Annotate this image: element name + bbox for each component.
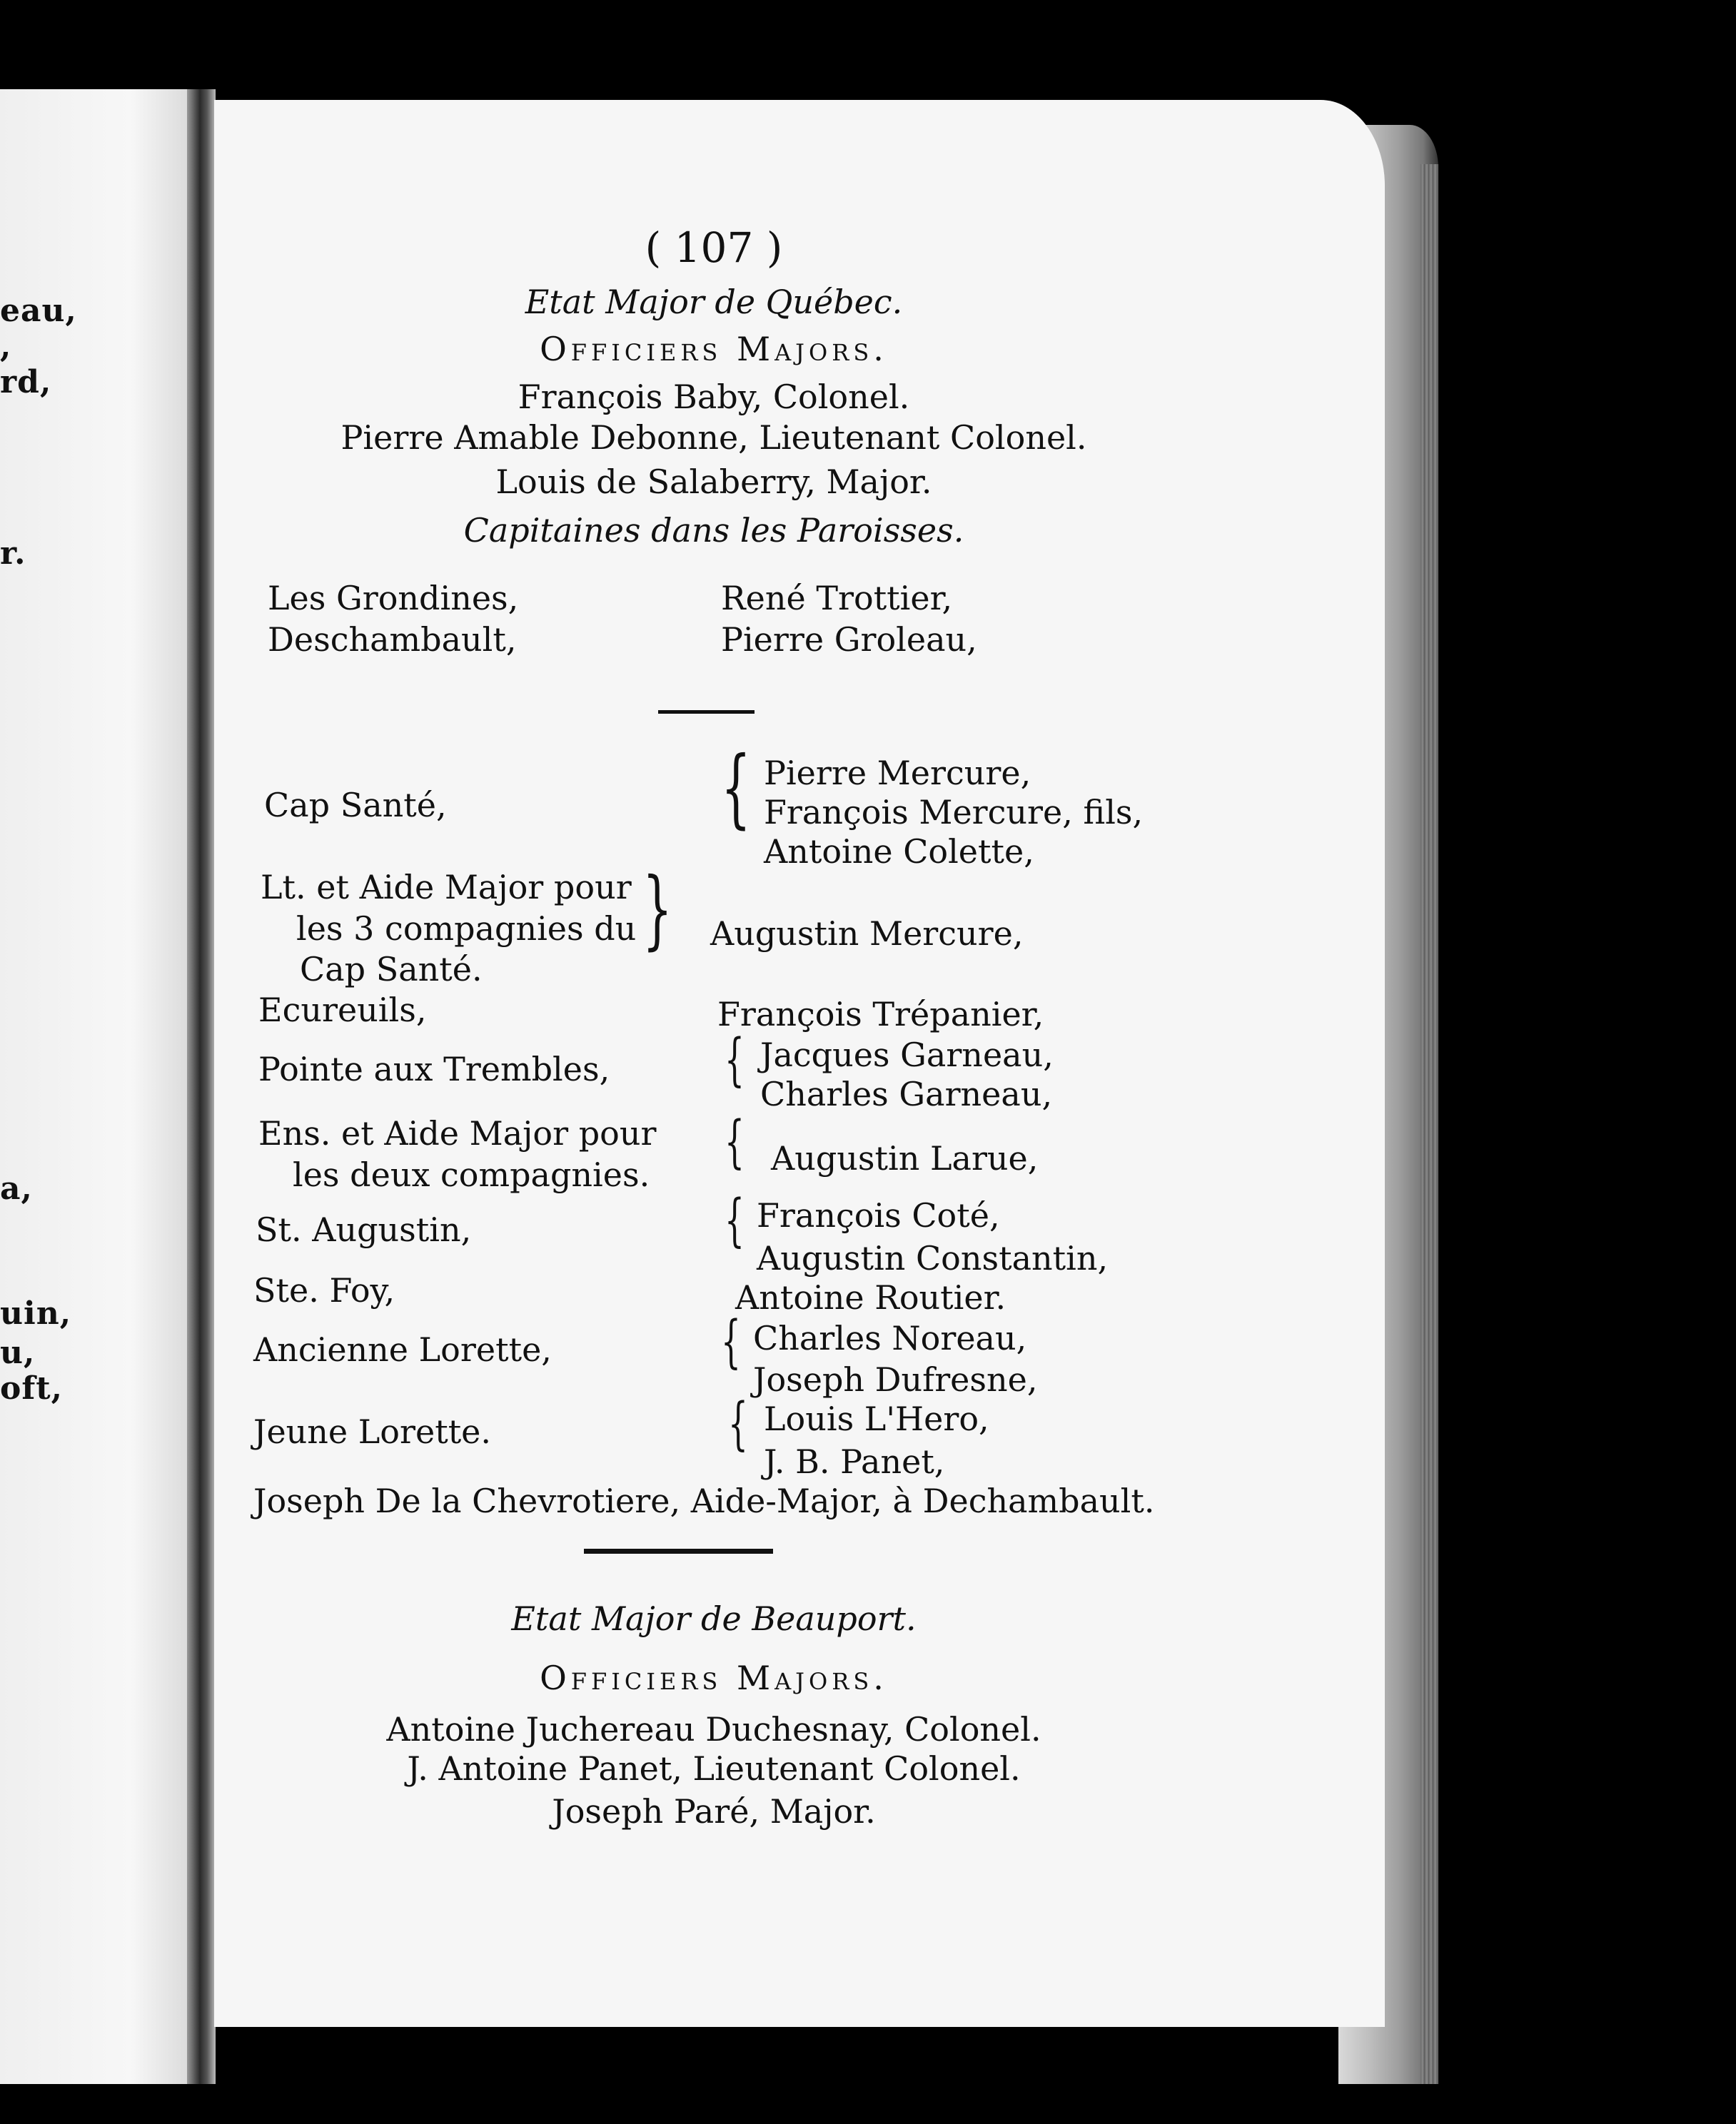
place-name: Ste. Foy,	[253, 1271, 395, 1310]
left-fragment: u,	[0, 1335, 36, 1371]
left-fragment: ,	[0, 328, 12, 365]
captain-name: Antoine Colette,	[764, 832, 1034, 871]
place-name-line: Cap Santé.	[300, 950, 483, 988]
page-edge-stack	[1420, 164, 1438, 2084]
left-page	[0, 89, 187, 2084]
captain-name: Jacques Garneau,	[760, 1036, 1054, 1074]
parishes-heading: Capitaines dans les Paroisses.	[463, 511, 964, 550]
brace: {	[728, 1390, 748, 1457]
book-gutter	[187, 89, 216, 2084]
beauport-officer: J. Antoine Panet, Lieutenant Colonel.	[407, 1749, 1021, 1788]
page-number: ( 107 )	[645, 223, 783, 272]
brace: {	[725, 1187, 745, 1253]
place-name-line: Ens. et Aide Major pour	[258, 1114, 657, 1153]
place-name-line: les deux compagnies.	[293, 1155, 650, 1194]
beauport-officer: Antoine Juchereau Duchesnay, Colonel.	[386, 1710, 1041, 1749]
captain-name: J. B. Panet,	[764, 1442, 945, 1481]
left-fragment: oft,	[0, 1370, 63, 1407]
place-name-line: Lt. et Aide Major pour	[261, 868, 632, 906]
captain-name: François Coté,	[757, 1196, 1000, 1235]
place-name: Pointe aux Trembles,	[258, 1050, 610, 1088]
captain-name: François Mercure, fils,	[764, 793, 1144, 831]
left-fragment: r.	[0, 535, 26, 572]
brace: {	[725, 1108, 745, 1175]
captain-name: Augustin Mercure,	[710, 914, 1024, 953]
left-fragment: eau,	[0, 293, 77, 329]
place-name: Deschambault,	[268, 620, 517, 659]
place-name: Ecureuils,	[258, 991, 427, 1029]
footnote: Joseph De la Chevrotiere, Aide-Major, à Dechambault.	[253, 1482, 1155, 1520]
quebec-subheading: Officiers Majors.	[540, 330, 888, 368]
captain-name: Pierre Groleau,	[721, 620, 977, 659]
place-name: Ancienne Lorette,	[253, 1330, 552, 1369]
captain-name: Pierre Mercure,	[764, 754, 1031, 792]
place-name: Cap Santé,	[264, 786, 447, 824]
captain-name: Charles Garneau,	[760, 1075, 1053, 1113]
left-fragment: rd,	[0, 364, 52, 400]
place-name: St. Augustin,	[256, 1210, 472, 1249]
left-fragment: uin,	[0, 1295, 72, 1332]
captain-name: Charles Noreau,	[753, 1319, 1027, 1357]
brace: {	[721, 1308, 741, 1375]
beauport-heading: Etat Major de Beauport.	[511, 1599, 917, 1638]
captain-name: Antoine Routier.	[735, 1278, 1006, 1317]
quebec-heading: Etat Major de Québec.	[525, 283, 903, 321]
brace: {	[725, 1026, 745, 1093]
section-rule	[584, 1549, 773, 1554]
place-name: Jeune Lorette.	[253, 1412, 492, 1451]
section-rule	[658, 710, 755, 714]
captain-name: Joseph Dufresne,	[753, 1360, 1038, 1399]
quebec-officer: Pierre Amable Debonne, Lieutenant Colonel.	[340, 418, 1087, 457]
left-fragment: a,	[0, 1170, 33, 1207]
captain-name: Augustin Larue,	[771, 1139, 1039, 1178]
beauport-subheading: Officiers Majors.	[540, 1659, 888, 1697]
quebec-officer: François Baby, Colonel.	[518, 378, 910, 416]
place-name-line: les 3 compagnies du	[296, 909, 637, 948]
brace: }	[642, 860, 672, 959]
captain-name: Augustin Constantin,	[757, 1239, 1109, 1278]
quebec-officer: Louis de Salaberry, Major.	[495, 462, 932, 501]
brace: {	[721, 739, 751, 838]
captain-name: François Trépanier,	[717, 995, 1044, 1033]
captain-name: Louis L'Hero,	[764, 1400, 989, 1438]
beauport-officer: Joseph Paré, Major.	[552, 1792, 876, 1831]
captain-name: René Trottier,	[721, 579, 953, 617]
place-name: Les Grondines,	[268, 579, 519, 617]
